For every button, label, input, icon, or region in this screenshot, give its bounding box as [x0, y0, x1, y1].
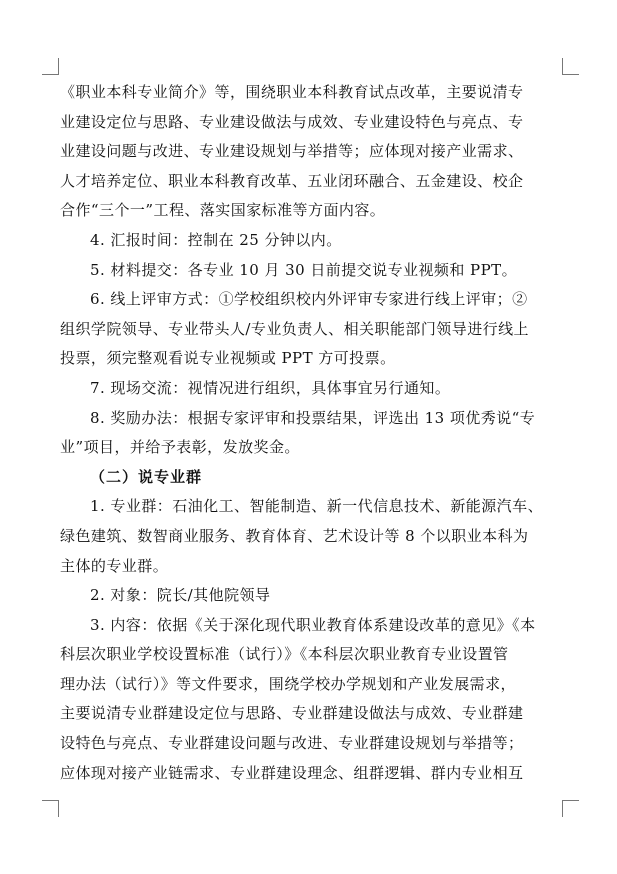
- document-body: [60, 78, 580, 788]
- text-line: 业建设问题与改进、专业建设规划与举措等；应体现对接产业需求、: [60, 142, 524, 161]
- text-line: 科层次职业学校设置标准（试行）》《本科层次职业教育专业设置管: [60, 645, 509, 664]
- text-line: 理办法（试行）》等文件要求，围绕学校办学规划和产业发展需求，: [60, 674, 517, 693]
- text-line: 5. 材料提交：各专业 10 月 30 日前提交说专业视频和 PPT。: [90, 260, 518, 279]
- text-line: 6. 线上评审方式：①学校组织校内外评审专家进行线上评审；②: [90, 290, 528, 309]
- text-line: 7. 现场交流：视情况进行组织，具体事宜另行通知。: [90, 378, 451, 397]
- text-line: 应体现对接产业链需求、专业群建设理念、组群逻辑、群内专业相互: [60, 763, 524, 782]
- text-line: 2. 对象：院长/其他院领导: [90, 586, 271, 605]
- crop-mark-top-right: [562, 58, 579, 75]
- crop-mark-bottom-right: [562, 800, 579, 817]
- section-heading: （二）说专业群: [90, 467, 203, 486]
- text-line: 4. 汇报时间：控制在 25 分钟以内。: [90, 230, 342, 249]
- text-line: 设特色与亮点、专业群建设问题与改进、专业群建设规划与举措等；: [60, 734, 524, 753]
- text-line: 《职业本科专业简介》等，围绕职业本科教育试点改革，主要说清专: [60, 83, 524, 101]
- text-line: 业建设定位与思路、专业建设做法与成效、专业建设特色与亮点、专: [60, 112, 524, 131]
- text-line: 主体的专业群。: [60, 556, 169, 575]
- text-line: 绿色建筑、数智商业服务、教育体育、艺术设计等 8 个以职业本科为: [60, 526, 529, 545]
- text-line: 3. 内容：依据《关于深化现代职业教育体系建设改革的意见》《本: [90, 615, 536, 634]
- text-line: 8. 奖励办法：根据专家评审和投票结果，评选出 13 项优秀说“专: [90, 408, 536, 427]
- text-line: 组织学院领导、专业带头人/专业负责人、相关职能部门领导进行线上: [60, 319, 530, 338]
- text-line: 合作“三个一”工程、落实国家标准等方面内容。: [60, 201, 386, 220]
- text-line: 人才培养定位、职业本科教育改革、五业闭环融合、五金建设、校企: [60, 171, 524, 190]
- text-line: 主要说清专业群建设定位与思路、专业群建设做法与成效、专业群建: [60, 704, 524, 723]
- text-line: 投票，须完整观看说专业视频或 PPT 方可投票。: [60, 349, 396, 368]
- crop-mark-top-left: [42, 58, 59, 75]
- crop-mark-bottom-left: [42, 800, 59, 817]
- text-line: 1. 专业群：石油化工、智能制造、新一代信息技术、新能源汽车、: [90, 497, 544, 516]
- text-line: 业”项目，并给予表彰，发放奖金。: [60, 438, 300, 457]
